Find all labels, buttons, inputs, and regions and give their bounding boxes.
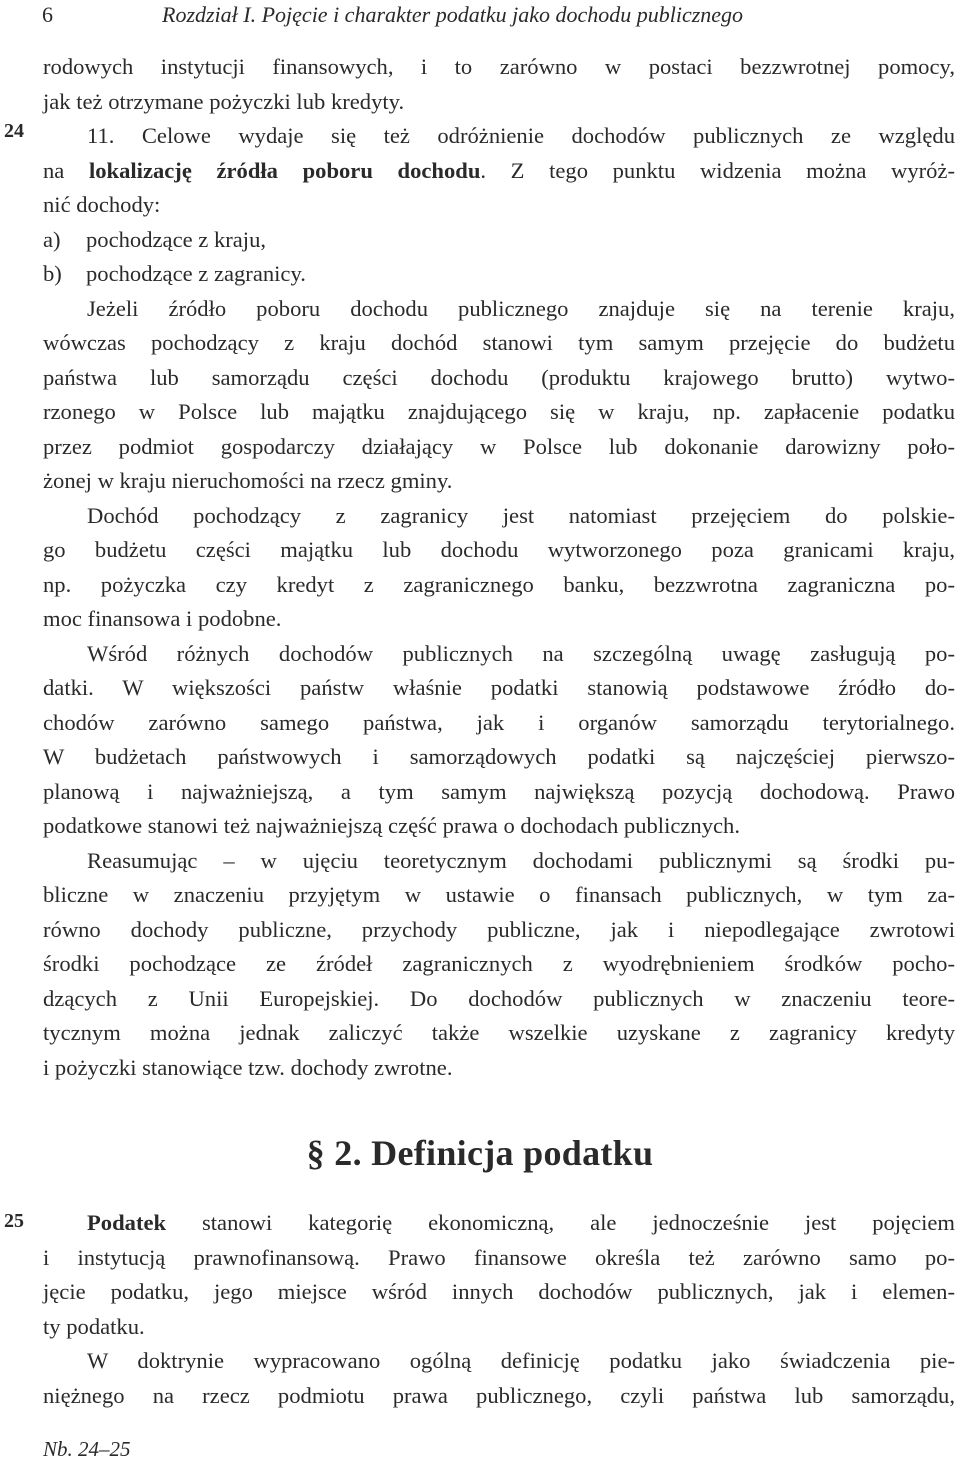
text-line: datki. W większości państw właśnie podatki stanowią podstawowe źródło do-	[43, 675, 955, 700]
text-fragment: stanowi kategorię ekonomiczną, ale jednocześnie jest pojęciem	[166, 1210, 955, 1235]
text-line: jak też otrzymane pożyczki lub kredyty.	[43, 88, 405, 114]
text-line: np. pożyczka czy kredyt z zagranicznego banku, bezzwrotna zagraniczna po-	[43, 571, 955, 597]
body-text-upper	[43, 50, 955, 1085]
text-line: środki pochodzące ze źródeł zagranicznych z wyodrębnieniem środków pocho-	[43, 951, 955, 976]
text-line: go budżetu części majątku lub dochodu wytworzonego poza granicami kraju,	[43, 537, 955, 562]
footer-reference: Nb. 24–25	[43, 1437, 131, 1461]
list-text: pochodzące z zagranicy.	[86, 261, 306, 286]
text-line: i pożyczki stanowiące tzw. dochody zwrotne.	[43, 1054, 453, 1080]
text-line: planową i najważniejszą, a tym samym największą pozycją dochodową. Prawo	[43, 778, 955, 804]
body-text-lower	[43, 1206, 955, 1413]
emphasis-text: Podatek	[87, 1210, 167, 1235]
text-line: i instytucją prawnofinansową. Prawo finansowe określa też zarówno samo po-	[43, 1244, 955, 1270]
text-line: żonej w kraju nieruchomości na rzecz gminy.	[43, 468, 453, 493]
text-line: niężnego na rzecz podmiotu prawa publicznego, czyli państwa lub samorządu,	[43, 1382, 955, 1408]
text-line: Dochód pochodzący z zagranicy jest natomiast przejęciem do polskie-	[87, 502, 955, 528]
text-line: ty podatku.	[43, 1313, 145, 1339]
text-line	[43, 154, 955, 189]
text-line: chodów zarówno samego państwa, jak i organów samorządu terytorialnego.	[43, 709, 955, 735]
text-line: Wśród różnych dochodów publicznych na szczególną uwagę zasługują po-	[87, 640, 955, 666]
text-line: przez podmiot gospodarczy działający w Polsce lub dokonanie darowizny poło-	[43, 433, 955, 459]
margin-number-25: 25	[4, 1210, 24, 1232]
list-item	[43, 257, 955, 292]
text-line: rodowych instytucji finansowych, i to zarówno w postaci bezzwrotnej pomocy,	[43, 54, 955, 79]
text-line	[43, 1206, 955, 1241]
page-number: 6	[42, 2, 53, 27]
text-line: W doktrynie wypracowano ogólną definicję podatku jako świadczenia pie-	[87, 1348, 955, 1373]
text-line: 11. Celowe wydaje się też odróżnienie dochodów publicznych ze względu	[87, 123, 955, 148]
text-line: rzonego w Polsce lub majątku znajdującego się w kraju, np. zapłacenie podatku	[43, 399, 955, 424]
text-line: W budżetach państwowych i samorządowych podatki są najczęściej pierwszo-	[43, 744, 955, 769]
section-heading: § 2. Definicja podatku	[306, 1133, 654, 1173]
text-fragment: . Z tego punktu widzenia można wyróż-	[480, 157, 955, 183]
text-line: tycznym można jednak zaliczyć także wszelkie uzyskane z zagranicy kredyty	[43, 1020, 955, 1045]
text-line: moc finansowa i podobne.	[43, 606, 282, 631]
text-line: wówczas pochodzący z kraju dochód stanowi tym samym przejęcie do budżetu	[43, 330, 955, 355]
text-line: nić dochody:	[43, 192, 161, 217]
chapter-title: Rozdział I. Pojęcie i charakter podatku jako dochodu publicznego	[162, 2, 744, 27]
text-line: Reasumując – w ujęciu teoretycznym dochodami publicznymi są środki pu-	[87, 847, 955, 873]
text-line: bliczne w znaczeniu przyjętym w ustawie o finansach publicznych, w tym za-	[43, 882, 955, 907]
text-line: dzących z Unii Europejskiej. Do dochodów publicznych w znaczeniu teore-	[43, 985, 955, 1011]
text-line: jęcie podatku, jego miejsce wśród innych dochodów publicznych, jak i elemen-	[43, 1279, 955, 1304]
margin-number-24: 24	[4, 120, 24, 142]
list-item	[43, 223, 955, 258]
text-line: podatkowe stanowi też najważniejszą część prawa o dochodach publicznych.	[43, 813, 740, 838]
emphasis-text: lokalizację źródła poboru dochodu	[88, 157, 481, 183]
list-label: b)	[43, 261, 62, 286]
list-label: a)	[43, 226, 61, 252]
list-text: pochodzące z kraju,	[86, 226, 267, 252]
text-fragment: na	[43, 157, 89, 183]
text-line: państwa lub samorządu części dochodu (produktu krajowego brutto) wytwo-	[43, 364, 955, 390]
text-line: równo dochody publiczne, przychody publiczne, jak i niepodlegające zwrotowi	[43, 916, 955, 942]
text-line: Jeżeli źródło poboru dochodu publicznego znajduje się na terenie kraju,	[87, 295, 955, 321]
